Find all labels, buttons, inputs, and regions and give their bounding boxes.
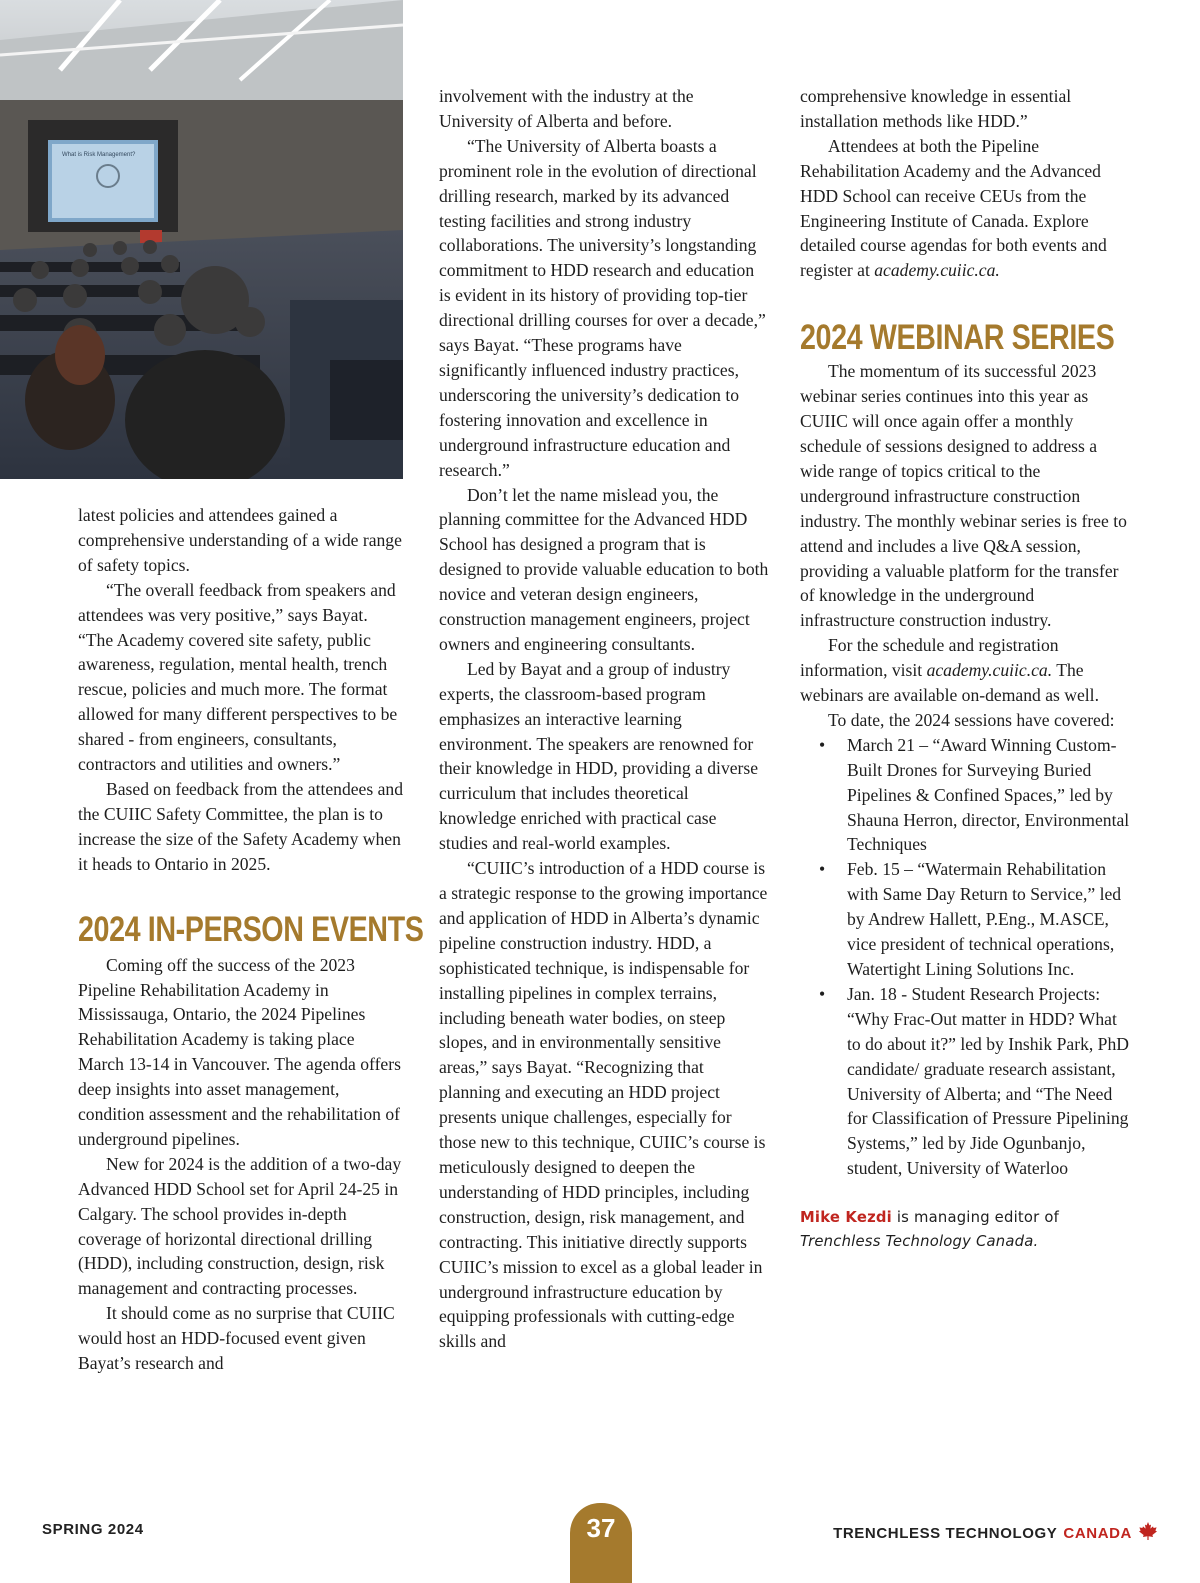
- column-2: [439, 84, 769, 1354]
- column-1: [78, 503, 424, 1376]
- footer-publication: [833, 1521, 1158, 1545]
- paragraph-text: The webinars are available on-demand as well.: [800, 660, 1099, 706]
- paragraph: Based on feedback from the attendees and the CUIIC Safety Committee, the plan is to increase the size of the Safety Academy when it heads to Ontario in 2025.: [78, 778, 404, 874]
- paragraph: involvement with the industry at the University of Alberta and before.: [439, 86, 694, 131]
- paragraph: Coming off the success of the 2023 Pipeline Rehabilitation Academy in Mississauga, Ontario, the 2024 Pipelines Rehabilitation Academy is taking place March 13-14 in Vancouver. The agenda offers deep insights into asset management, condition assessment and the rehabilitation of underground pipelines.: [78, 954, 401, 1149]
- section-heading-in-person-events: 2024 IN-PERSON EVENTS: [78, 909, 424, 949]
- paragraph: Led by Bayat and a group of industry experts, the classroom-based program emphasizes an interactive learning environment. The speakers are renowned for their knowledge in HDD, providing a diverse curriculum that includes theoretical knowledge enriched with practical case studies and real-world examples.: [439, 658, 759, 854]
- author-name: Mike Kezdi: [800, 1209, 892, 1227]
- section-heading-webinar-series: 2024 WEBINAR SERIES: [800, 318, 1115, 358]
- paragraph-text: For the schedule and registration information, visit: [800, 635, 1059, 681]
- paragraph: “The overall feedback from speakers and attendees was very positive,” says Bayat. “The Academy covered site safety, public awareness, regulation, mental health, trench rescue, policies and much more. The format allowed for many different perspectives to be shared - from engineers, consultants, contractors and utilities and owners.”: [78, 579, 398, 775]
- conference-photo: [0, 0, 403, 479]
- maple-leaf-icon: [1138, 1521, 1158, 1545]
- register-link[interactable]: academy.cuiic.ca.: [874, 260, 1000, 281]
- session-list: [800, 733, 1132, 1181]
- footer-issue: SPRING 2024: [42, 1521, 144, 1538]
- paragraph: The momentum of its successful 2023 webinar series continues into this year as CUIIC will once again offer a monthly schedule of sessions designed to address a wide range of topics critical to the underground infrastructure construction industry. The monthly webinar series is free to attend and includes a live Q&A session, providing a valuable platform for the transfer of knowledge in the underground infrastructure construction industry.: [800, 361, 1127, 631]
- schedule-link[interactable]: academy.cuiic.ca.: [926, 660, 1053, 681]
- publication-title: TRENCHLESS TECHNOLOGY: [833, 1524, 1058, 1542]
- paragraph: Don’t let the name mislead you, the planning committee for the Advanced HDD School has designed a program that is designed to provide valuable education to both novice and veteran design engineers, construction management engineers, project owners and engineering consultants.: [439, 484, 769, 654]
- paragraph: “CUIIC’s introduction of a HDD course is a strategic response to the growing importance and application of HDD in Alberta’s dynamic pipeline construction industry. HDD, a sophisticated technique, is indispensable for installing pipelines in complex terrains, including beneath water bodies, on steep slopes, and in environmentally sensitive areas,” says Bayat. “Recognizing that planning and executing an HDD project presents unique challenges, especially for those new to this technique, CUIIC’s course is meticulously designed to deepen the understanding of HDD principles, including construction, design, risk management, and contracting. This initiative directly supports CUIIC’s mission to excel as a global leader in underground infrastructure education by equipping professionals with cutting-edge skills and: [439, 858, 768, 1352]
- paragraph: New for 2024 is the addition of a two-day Advanced HDD School set for April 24-25 in Calgary. The school provides in-depth coverage of horizontal directional drilling (HDD), including construction, design, risk management and contracting processes.: [78, 1153, 402, 1299]
- publication-country: CANADA: [1063, 1524, 1132, 1542]
- paragraph: “The University of Alberta boasts a prominent role in the evolution of directional drilling research, marked by its advanced testing facilities and strong industry collaborations. The university’s longstanding commitment to HDD research and education is evident in its history of providing top-tier directional drilling courses for over a decade,” says Bayat. “These programs have significantly influenced industry practices, underscoring the university’s dedication to fostering innovation and excellence in underground infrastructure education and research.”: [439, 135, 766, 480]
- paragraph: It should come as no surprise that CUIIC would host an HDD-focused event given Bayat’s research and: [78, 1303, 395, 1374]
- paragraph: To date, the 2024 sessions have covered:: [828, 709, 1115, 730]
- author-bio: [800, 1206, 1132, 1254]
- paragraph: comprehensive knowledge in essential installation methods like HDD.”: [800, 86, 1072, 131]
- page-number: 37: [570, 1503, 632, 1583]
- paragraph: latest policies and attendees gained a comprehensive understanding of a wide range of safety topics.: [78, 505, 402, 575]
- list-item: • Feb. 15 – “Watermain Rehabilitation with Same Day Return to Service,” led by Andrew Hallett, P.Eng., M.ASCE, vice president of technical operations, Watertight Lining Solutions Inc.: [800, 857, 1132, 982]
- list-item: • March 21 – “Award Winning Custom-Built Drones for Surveying Buried Pipelines & Confined Spaces,” led by Shauna Herron, director, Environmental Techniques: [800, 733, 1132, 858]
- paragraph: [800, 633, 1132, 708]
- column-3: [800, 84, 1132, 1254]
- publication-name: Trenchless Technology Canada.: [800, 1233, 1039, 1251]
- screen-text: What is Risk Management?: [62, 152, 136, 158]
- list-item: • Jan. 18 - Student Research Projects: “Why Frac-Out matter in HDD? What to do about it?” led by Inshik Park, PhD candidate/ graduate research assistant, University of Alberta; and “The Need for Classification of Pressure Pipelining Systems,” led by Jide Ogunbanjo, student, University of Waterloo: [800, 982, 1132, 1181]
- author-bio-text: is managing editor of: [891, 1209, 1059, 1227]
- paragraph-text: Attendees at both the Pipeline Rehabilitation Academy and the Advanced HDD School can receive CEUs from the Engineering Institute of Canada. Explore detailed course agendas for both events and register at: [800, 135, 1107, 281]
- paragraph: [800, 134, 1132, 283]
